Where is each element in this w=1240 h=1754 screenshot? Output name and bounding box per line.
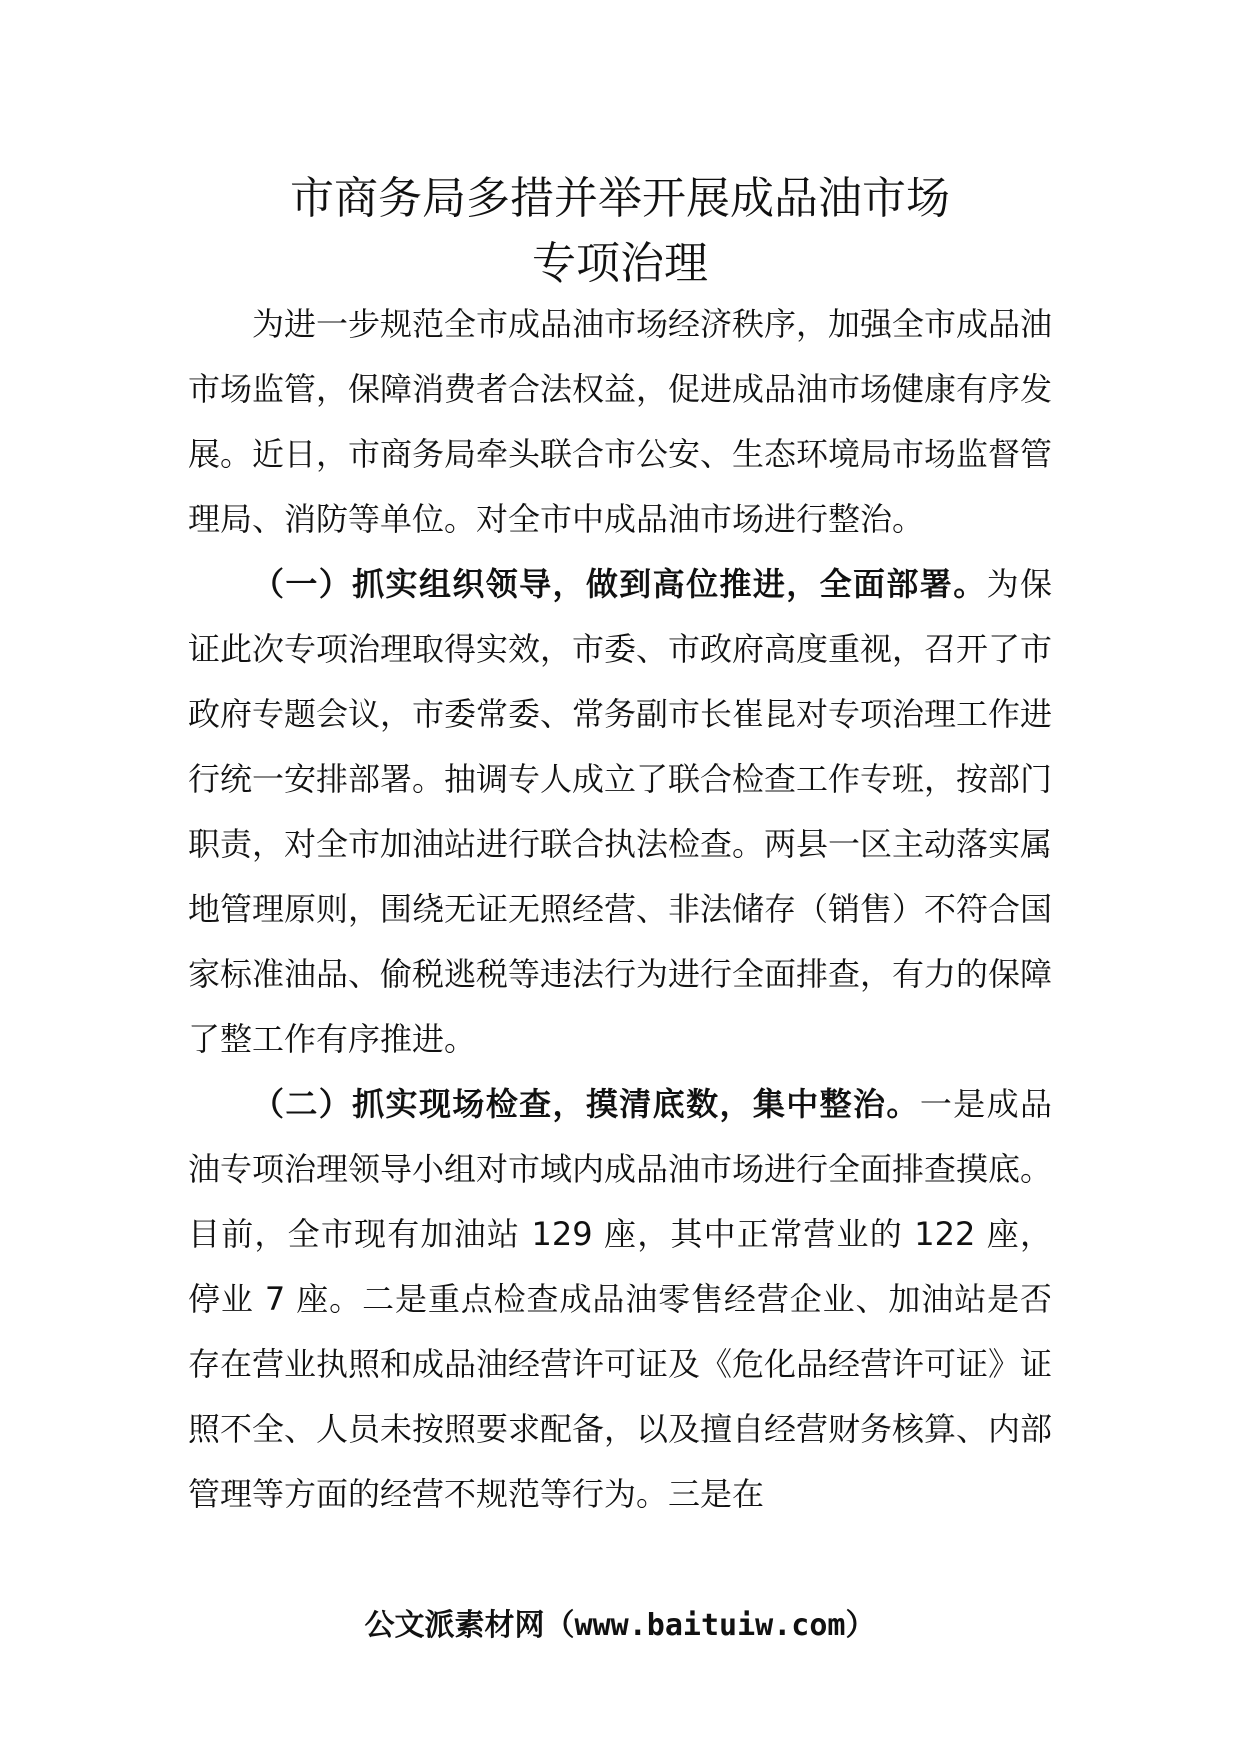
- document-title-line-2: 专项治理: [532, 238, 708, 289]
- footer-site-name: 公文派素材网（: [364, 1608, 575, 1643]
- footer-watermark: [0, 1601, 1240, 1651]
- section-1-heading: （一）抓实组织领导，做到高位推进，全面部署。: [252, 565, 987, 603]
- section-2-paragraph: [188, 1072, 1052, 1527]
- footer-url: www.baituiw.com: [574, 1608, 846, 1643]
- section-1-text: 为保证此次专项治理取得实效，市委、市政府高度重视，召开了市政府专题会议，市委常委、常务副市长崔昆对专项治理工作进行统一安排部署。抽调专人成立了联合检查工作专班，按部门职责，对全市加油站进行联合执法检查。两县一区主动落实属地管理原则，围绕无证无照经营、非法储存（销售）不符合国家标准油品、偷税逃税等违法行为进行全面排查，有力的保障了整工作有序推进。: [188, 565, 1053, 1058]
- section-1-paragraph: [188, 552, 1052, 1072]
- footer-close-paren: ）: [845, 1608, 876, 1643]
- section-2-heading: （二）抓实现场检查，摸清底数，集中整治。: [252, 1085, 920, 1123]
- section-2-text: 一是成品油专项治理领导小组对市域内成品油市场进行全面排查摸底。目前，全市现有加油站 129 座，其中正常营业的 122 座，停业 7 座。二是重点检查成品油零售经营企业、加油站是否存在营业执照和成品油经营许可证及《危化品经营许可证》证照不全、人员未按照要求配备，以及擅自经营财务核算、内部管理等方面的经营不规范等行为。三是在: [188, 1085, 1053, 1513]
- document-body: [188, 292, 1052, 1527]
- intro-paragraph: 为进一步规范全市成品油市场经济秩序，加强全市成品油市场监管，保障消费者合法权益，促进成品油市场健康有序发展。近日，市商务局牵头联合市公安、生态环境局市场监督管理局、消防等单位。对全市中成品油市场进行整治。: [188, 305, 1053, 538]
- document-title-line-1: 市商务局多措并举开展成品油市场: [290, 173, 950, 224]
